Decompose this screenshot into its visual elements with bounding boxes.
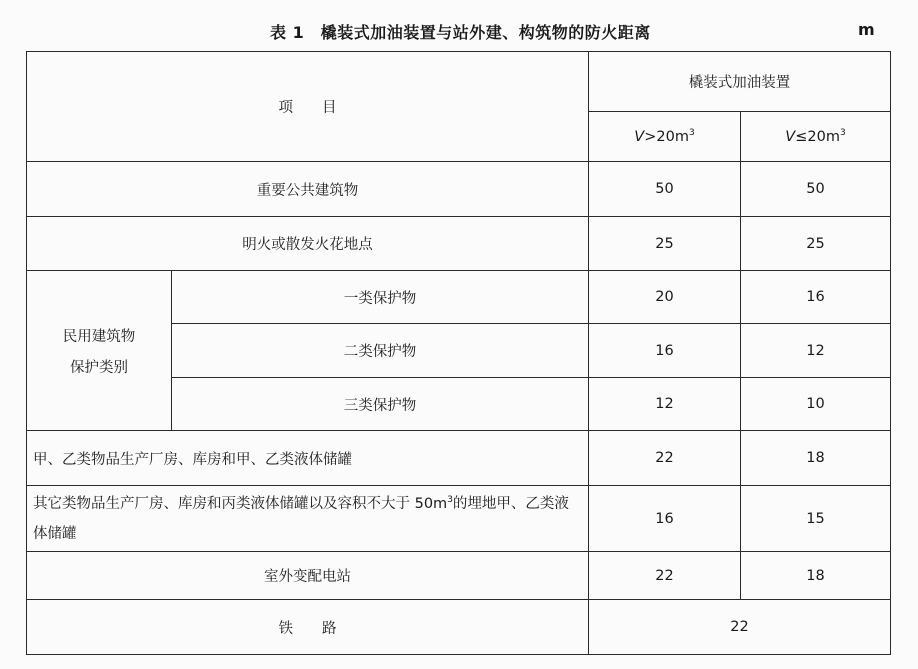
cell-b: 25 [741, 217, 891, 271]
cell-b: 18 [741, 431, 891, 486]
row-label: 明火或散发火花地点 [27, 217, 589, 271]
header-col-b-var: V [785, 128, 796, 145]
table-row [27, 217, 891, 271]
table-row [27, 271, 891, 324]
header-col-a-op: >20m [644, 128, 689, 145]
row-label-part: 其它类物品生产厂房、库房和丙类液体储罐以及容积不大于 50m [33, 495, 448, 512]
cell-b: 50 [741, 162, 891, 217]
cell-a: 25 [589, 217, 741, 271]
civil-group-line2: 保护类别 [70, 359, 128, 376]
header-col-a-sup: 3 [688, 127, 695, 138]
cell-b: 16 [741, 271, 891, 324]
header-group [589, 52, 891, 112]
table-caption [0, 18, 918, 44]
row-label: 室外变配电站 [27, 552, 589, 600]
row-label-part: 的埋地甲、乙类液体储罐 [33, 495, 569, 542]
cell-a: 16 [589, 324, 741, 378]
header-item [27, 52, 589, 162]
table-row [27, 431, 891, 486]
table-row [27, 600, 891, 655]
header-col-b [741, 112, 891, 162]
cell-a: 22 [589, 552, 741, 600]
table-row [27, 162, 891, 217]
row-label: 一类保护物 [172, 271, 589, 324]
cell-a: 12 [589, 378, 741, 431]
cell-b: 12 [741, 324, 891, 378]
fire-distance-table [26, 51, 891, 655]
cell-a: 20 [589, 271, 741, 324]
row-label: 重要公共建筑物 [27, 162, 589, 217]
header-col-a [589, 112, 741, 162]
cell-a: 50 [589, 162, 741, 217]
cell-b: 15 [741, 486, 891, 552]
civil-group-line1: 民用建筑物 [62, 328, 136, 345]
table-title: 表 1 橇装式加油装置与站外建、构筑物的防火距离 [270, 23, 651, 42]
row-label: 铁 路 [27, 600, 589, 655]
table-row [27, 552, 891, 600]
table-row [27, 486, 891, 552]
header-group-label: 橇装式加油装置 [688, 75, 791, 91]
unit-label: m [858, 20, 875, 39]
header-col-a-var: V [634, 128, 645, 145]
row-label-sup: 3 [447, 494, 453, 505]
header-row-1 [27, 52, 891, 112]
row-label: 甲、乙类物品生产厂房、库房和甲、乙类液体储罐 [27, 431, 589, 486]
row-label: 三类保护物 [172, 378, 589, 431]
cell-b: 18 [741, 552, 891, 600]
cell-a: 16 [589, 486, 741, 552]
header-item-label: 项 目 [278, 100, 337, 116]
cell-b: 10 [741, 378, 891, 431]
row-label [27, 486, 589, 552]
header-col-b-sup: 3 [839, 127, 846, 138]
row-label: 二类保护物 [172, 324, 589, 378]
cell-a: 22 [589, 431, 741, 486]
civil-building-group [27, 271, 172, 431]
header-col-b-op: ≤20m [795, 128, 840, 145]
cell-merged: 22 [589, 600, 891, 655]
